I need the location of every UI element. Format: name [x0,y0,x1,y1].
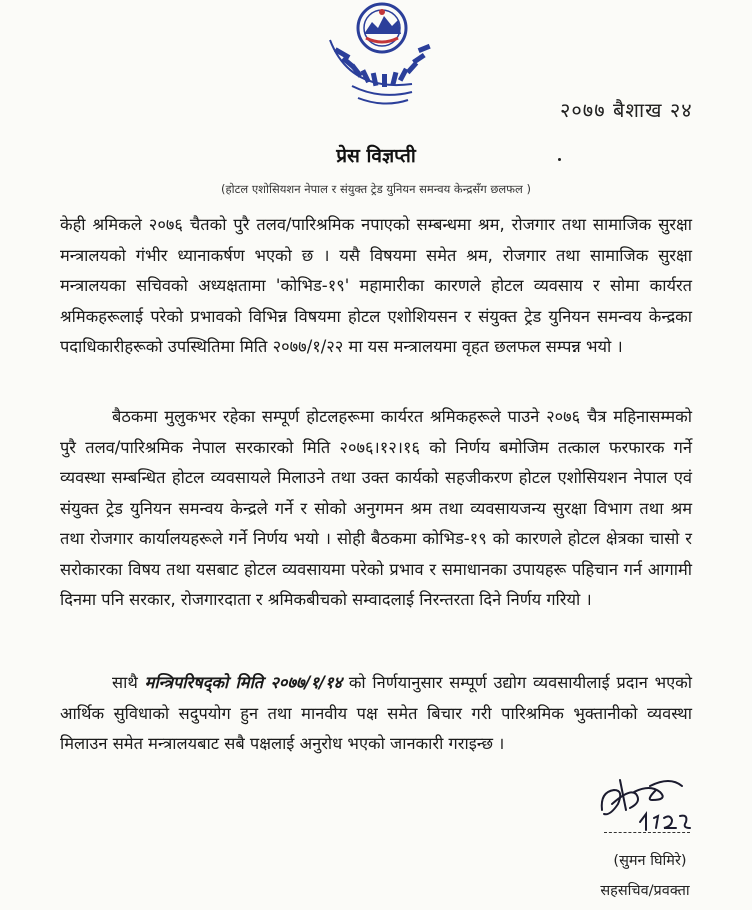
government-seal-logo [300,0,445,112]
signature-dashed-line [604,832,690,833]
signature-icon [590,770,700,835]
paragraph-3-emphasis: मन्त्रिपरिषद्को मिति २०७७/१/१४ [144,673,343,692]
paragraph-3-rest: को निर्णयानुसार सम्पूर्ण उद्योग व्यवसायीलाई प्रदान भएको आर्थिक सुविधाको सदुपयोग हुन तथा मानवीय पक्ष समेत बिचार गरी पारिश्रमिक भुक्तानीको व्यवस्था मिलाउन समेत मन्त्रालयबाट सबै पक्षलाई अनुरोध भएको जानकारी गराइन्छ । [60,673,692,753]
seal-emblem-icon [300,0,445,112]
paragraph-1: केही श्रमिकले २०७६ चैतको पुरै तलव/पारिश्रमिक नपाएको सम्बन्धमा श्रम, रोजगार तथा सामाजिक सुरक्षा मन्त्रालयको गंभीर ध्यानाकर्षण भएको छ । यसै विषयमा समेत श्रम, रोजगार तथा सामाजिक सुरक्षा मन्त्रालयका सचिवको अध्यक्षतामा 'कोभिड-१९' महामारीका कारणले होटल व्यवसाय र सोमा कार्यरत श्रमिकहरूलाई परेको प्रभावको विभिन्न विषयमा होटल एशोशियसन र संयुक्त ट्रेड युनियन समन्वय केन्द्रका पदाधिकारीहरूको उपस्थितिमा मिति २०७७/१/२२ मा यस मन्त्रालयमा वृहत छलफल सम्पन्न भयो । [60,215,692,356]
signer-designation: सहसचिव/प्रवक्ता [600,883,690,899]
release-date: २०७७ बैशाख २४ [560,98,693,122]
paragraph-3 [60,668,692,760]
document-title: प्रेस विज्ञप्ती [336,145,416,167]
paragraph-2: बैठकमा मुलुकभर रहेका सम्पूर्ण होटलहरूमा कार्यरत श्रमिकहरूले पाउने २०७६ चैत्र महिनासम्मको पुरै तलव/पारिश्रमिक नेपाल सरकारको मिति २०७६।१२।१६ को निर्णय बमोजिम तत्काल फरफारक गर्ने व्यवस्था सम्बन्धित होटल व्यवसायले मिलाउने तथा उक्त कार्यको सहजीकरण होटल एशोसियशन नेपाल एवं संयुक्त ट्रेड युनियन समन्वय केन्द्रले गर्ने र सोको अनुगमन श्रम तथा व्यवसायजन्य सुरक्षा विभाग तथा श्रम तथा रोजगार कार्यालयहरूले गर्ने निर्णय भयो । सोही बैठकमा कोभिड-१९ को कारणले होटल क्षेत्रका चासो र सरोकारका विषय तथा यसबाट होटल व्यवसायमा परेको प्रभाव र समाधानका उपायहरू पहिचान गर्न आगामी दिनमा पनि सरकार, रोजगारदाता र श्रमिकबीचको सम्वादलाई निरन्तरता दिने निर्णय गरियो । [60,407,692,609]
document-subtitle: (होटल एशोसियशन नेपाल र संयुक्त ट्रेड युनियन समन्वय केन्द्रसँग छलफल ) [221,182,531,196]
handwritten-signature [590,770,700,835]
signer-name: (सुमन घिमिरे) [613,853,687,869]
paragraph-3-prefix: साथै [112,673,138,692]
